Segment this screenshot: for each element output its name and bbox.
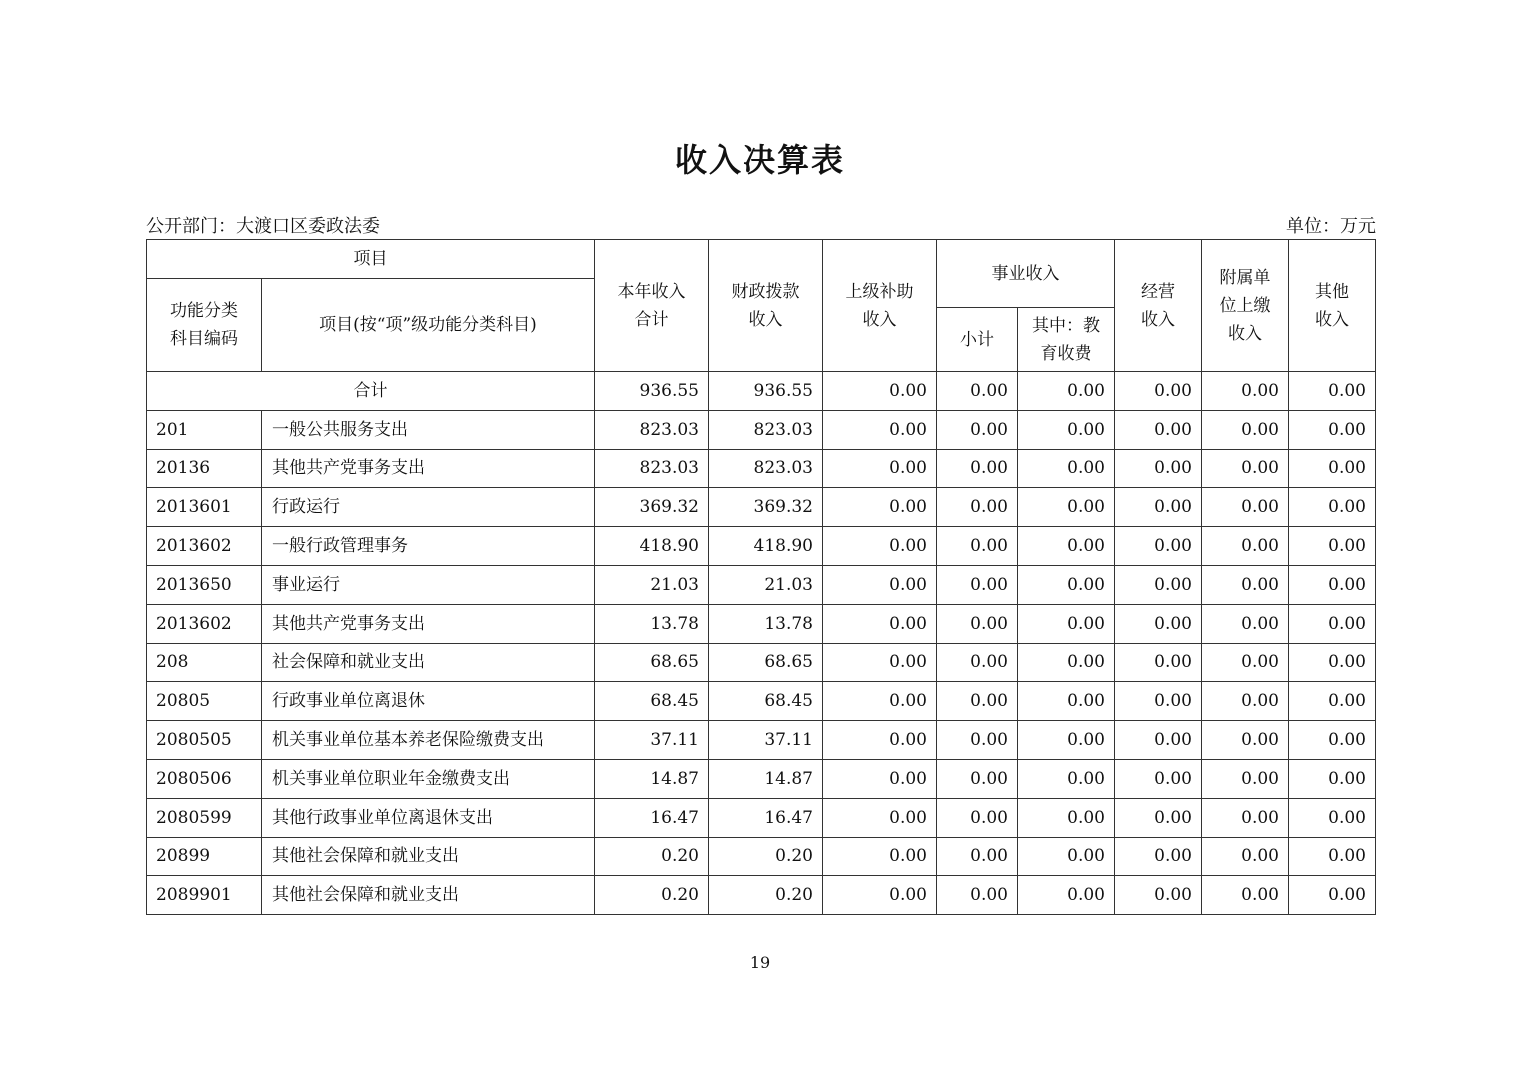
row-value: 0.00 — [1115, 759, 1202, 798]
row-value: 0.00 — [937, 565, 1018, 604]
row-value: 0.00 — [1202, 798, 1289, 837]
row-value: 0.00 — [1018, 527, 1115, 566]
row-value: 0.00 — [1202, 643, 1289, 682]
row-value: 0.00 — [1289, 837, 1376, 876]
row-value: 0.00 — [823, 604, 937, 643]
table-row — [147, 798, 1376, 837]
row-value: 0.00 — [1115, 682, 1202, 721]
row-value: 0.00 — [937, 721, 1018, 760]
row-name: 机关事业单位基本养老保险缴费支出 — [262, 721, 595, 760]
row-code: 20805 — [147, 682, 262, 721]
row-value: 0.00 — [823, 449, 937, 488]
total-value: 0.00 — [1289, 372, 1376, 411]
row-value: 0.00 — [1202, 759, 1289, 798]
row-value: 0.00 — [937, 488, 1018, 527]
row-value: 0.00 — [937, 410, 1018, 449]
row-name: 行政运行 — [262, 488, 595, 527]
row-value: 823.03 — [595, 410, 709, 449]
row-value: 68.45 — [595, 682, 709, 721]
row-value: 0.20 — [595, 837, 709, 876]
header-total-income: 本年收入 合计 — [595, 240, 709, 372]
header-business-income-group: 事业收入 — [937, 240, 1115, 308]
header-affiliated-income: 附属单 位上缴 收入 — [1202, 240, 1289, 372]
row-code: 2013602 — [147, 604, 262, 643]
row-value: 13.78 — [709, 604, 823, 643]
row-value: 0.20 — [595, 876, 709, 915]
row-value: 0.00 — [823, 876, 937, 915]
row-value: 0.00 — [1018, 682, 1115, 721]
row-value: 0.00 — [823, 643, 937, 682]
row-value: 0.00 — [823, 410, 937, 449]
row-value: 16.47 — [709, 798, 823, 837]
row-value: 0.00 — [1115, 721, 1202, 760]
row-value: 418.90 — [709, 527, 823, 566]
page-number: 19 — [749, 953, 771, 972]
row-value: 0.00 — [823, 759, 937, 798]
total-row — [147, 372, 1376, 411]
row-value: 0.00 — [1018, 565, 1115, 604]
row-value: 14.87 — [595, 759, 709, 798]
row-code: 2080506 — [147, 759, 262, 798]
row-value: 0.00 — [1115, 565, 1202, 604]
table-body — [147, 372, 1376, 915]
row-value: 0.00 — [1018, 604, 1115, 643]
row-code: 2080505 — [147, 721, 262, 760]
total-value: 0.00 — [823, 372, 937, 411]
row-value: 0.00 — [1289, 798, 1376, 837]
table-row — [147, 565, 1376, 604]
row-value: 0.00 — [1018, 643, 1115, 682]
row-value: 0.00 — [1115, 410, 1202, 449]
row-code: 2080599 — [147, 798, 262, 837]
row-name: 行政事业单位离退休 — [262, 682, 595, 721]
row-code: 20136 — [147, 449, 262, 488]
row-value: 68.65 — [595, 643, 709, 682]
row-value: 0.00 — [1289, 604, 1376, 643]
row-value: 0.00 — [823, 527, 937, 566]
row-value: 0.00 — [1202, 604, 1289, 643]
total-value: 0.00 — [1018, 372, 1115, 411]
row-value: 0.00 — [1115, 837, 1202, 876]
row-value: 0.00 — [1202, 565, 1289, 604]
row-value: 0.00 — [1202, 721, 1289, 760]
total-value: 936.55 — [709, 372, 823, 411]
income-final-accounts-table — [146, 239, 1376, 915]
header-education-fees: 其中：教 育收费 — [1018, 308, 1115, 372]
header-other-income: 其他 收入 — [1289, 240, 1376, 372]
row-value: 21.03 — [595, 565, 709, 604]
row-value: 0.00 — [1289, 876, 1376, 915]
row-name: 事业运行 — [262, 565, 595, 604]
row-value: 418.90 — [595, 527, 709, 566]
row-code: 20899 — [147, 837, 262, 876]
table-row — [147, 410, 1376, 449]
row-value: 0.00 — [937, 643, 1018, 682]
table-row — [147, 876, 1376, 915]
row-value: 0.00 — [1202, 488, 1289, 527]
row-value: 68.65 — [709, 643, 823, 682]
table-row — [147, 759, 1376, 798]
total-value: 0.00 — [1202, 372, 1289, 411]
row-value: 37.11 — [709, 721, 823, 760]
row-value: 823.03 — [709, 449, 823, 488]
row-value: 823.03 — [595, 449, 709, 488]
row-value: 0.00 — [1289, 565, 1376, 604]
department-label: 公开部门：大渡口区委政法委 — [146, 216, 380, 237]
row-name: 社会保障和就业支出 — [262, 643, 595, 682]
row-value: 68.45 — [709, 682, 823, 721]
row-value: 0.00 — [1115, 527, 1202, 566]
row-value: 0.00 — [1115, 798, 1202, 837]
row-value: 0.00 — [1018, 488, 1115, 527]
row-value: 0.00 — [1289, 721, 1376, 760]
row-value: 0.00 — [1289, 488, 1376, 527]
row-name: 机关事业单位职业年金缴费支出 — [262, 759, 595, 798]
row-value: 21.03 — [709, 565, 823, 604]
row-value: 0.00 — [823, 488, 937, 527]
table-header — [147, 240, 1376, 372]
row-value: 0.00 — [1018, 876, 1115, 915]
row-value: 16.47 — [595, 798, 709, 837]
row-name: 一般行政管理事务 — [262, 527, 595, 566]
row-value: 0.00 — [823, 565, 937, 604]
row-value: 0.00 — [937, 798, 1018, 837]
header-fiscal-appropriation: 财政拨款 收入 — [709, 240, 823, 372]
total-label: 合计 — [147, 372, 595, 411]
row-value: 13.78 — [595, 604, 709, 643]
row-value: 0.00 — [1289, 449, 1376, 488]
row-value: 0.00 — [1202, 527, 1289, 566]
header-function-code: 功能分类 科目编码 — [147, 279, 262, 372]
row-value: 0.00 — [937, 449, 1018, 488]
row-value: 0.00 — [823, 721, 937, 760]
row-value: 0.00 — [1202, 449, 1289, 488]
row-value: 0.00 — [1018, 721, 1115, 760]
row-name: 其他共产党事务支出 — [262, 449, 595, 488]
header-business-subtotal: 小计 — [937, 308, 1018, 372]
row-name: 其他社会保障和就业支出 — [262, 837, 595, 876]
row-value: 0.00 — [1289, 410, 1376, 449]
row-value: 0.00 — [937, 604, 1018, 643]
row-value: 369.32 — [595, 488, 709, 527]
row-value: 0.00 — [1289, 527, 1376, 566]
header-item-group: 项目 — [147, 240, 595, 279]
row-value: 0.00 — [937, 759, 1018, 798]
header-item-name: 项目(按“项”级功能分类科目) — [262, 279, 595, 372]
row-value: 0.00 — [937, 527, 1018, 566]
row-value: 0.00 — [1202, 682, 1289, 721]
row-value: 0.00 — [1202, 876, 1289, 915]
row-value: 0.00 — [937, 837, 1018, 876]
header-operating-income: 经营 收入 — [1115, 240, 1202, 372]
row-value: 0.00 — [823, 837, 937, 876]
row-value: 0.00 — [1018, 798, 1115, 837]
row-value: 0.00 — [1018, 449, 1115, 488]
row-code: 2013601 — [147, 488, 262, 527]
row-value: 0.00 — [1115, 876, 1202, 915]
row-value: 0.00 — [1115, 449, 1202, 488]
row-value: 0.00 — [1018, 410, 1115, 449]
table-row — [147, 449, 1376, 488]
row-code: 2013602 — [147, 527, 262, 566]
row-code: 2013650 — [147, 565, 262, 604]
row-value: 823.03 — [709, 410, 823, 449]
row-value: 0.00 — [1018, 837, 1115, 876]
row-value: 0.20 — [709, 876, 823, 915]
table-row — [147, 643, 1376, 682]
table-row — [147, 721, 1376, 760]
total-value: 0.00 — [937, 372, 1018, 411]
row-value: 0.00 — [1115, 604, 1202, 643]
row-value: 0.00 — [823, 798, 937, 837]
row-value: 0.00 — [1289, 682, 1376, 721]
table-row — [147, 488, 1376, 527]
table-row — [147, 604, 1376, 643]
row-value: 0.00 — [1202, 837, 1289, 876]
row-value: 0.00 — [1018, 759, 1115, 798]
row-value: 0.00 — [1289, 643, 1376, 682]
row-code: 201 — [147, 410, 262, 449]
row-code: 2089901 — [147, 876, 262, 915]
row-value: 0.20 — [709, 837, 823, 876]
row-value: 37.11 — [595, 721, 709, 760]
row-value: 0.00 — [1289, 759, 1376, 798]
row-name: 其他行政事业单位离退休支出 — [262, 798, 595, 837]
row-value: 369.32 — [709, 488, 823, 527]
row-name: 其他共产党事务支出 — [262, 604, 595, 643]
row-name: 一般公共服务支出 — [262, 410, 595, 449]
row-value: 0.00 — [1202, 410, 1289, 449]
row-value: 0.00 — [937, 682, 1018, 721]
table-row — [147, 682, 1376, 721]
row-value: 0.00 — [1115, 488, 1202, 527]
row-value: 0.00 — [1115, 643, 1202, 682]
row-value: 0.00 — [937, 876, 1018, 915]
row-value: 14.87 — [709, 759, 823, 798]
table-row — [147, 837, 1376, 876]
total-value: 936.55 — [595, 372, 709, 411]
total-value: 0.00 — [1115, 372, 1202, 411]
page-title: 收入决算表 — [674, 141, 845, 179]
row-name: 其他社会保障和就业支出 — [262, 876, 595, 915]
table-row — [147, 527, 1376, 566]
header-superior-subsidy: 上级补助 收入 — [823, 240, 937, 372]
row-value: 0.00 — [823, 682, 937, 721]
unit-label: 单位：万元 — [1286, 216, 1376, 237]
row-code: 208 — [147, 643, 262, 682]
